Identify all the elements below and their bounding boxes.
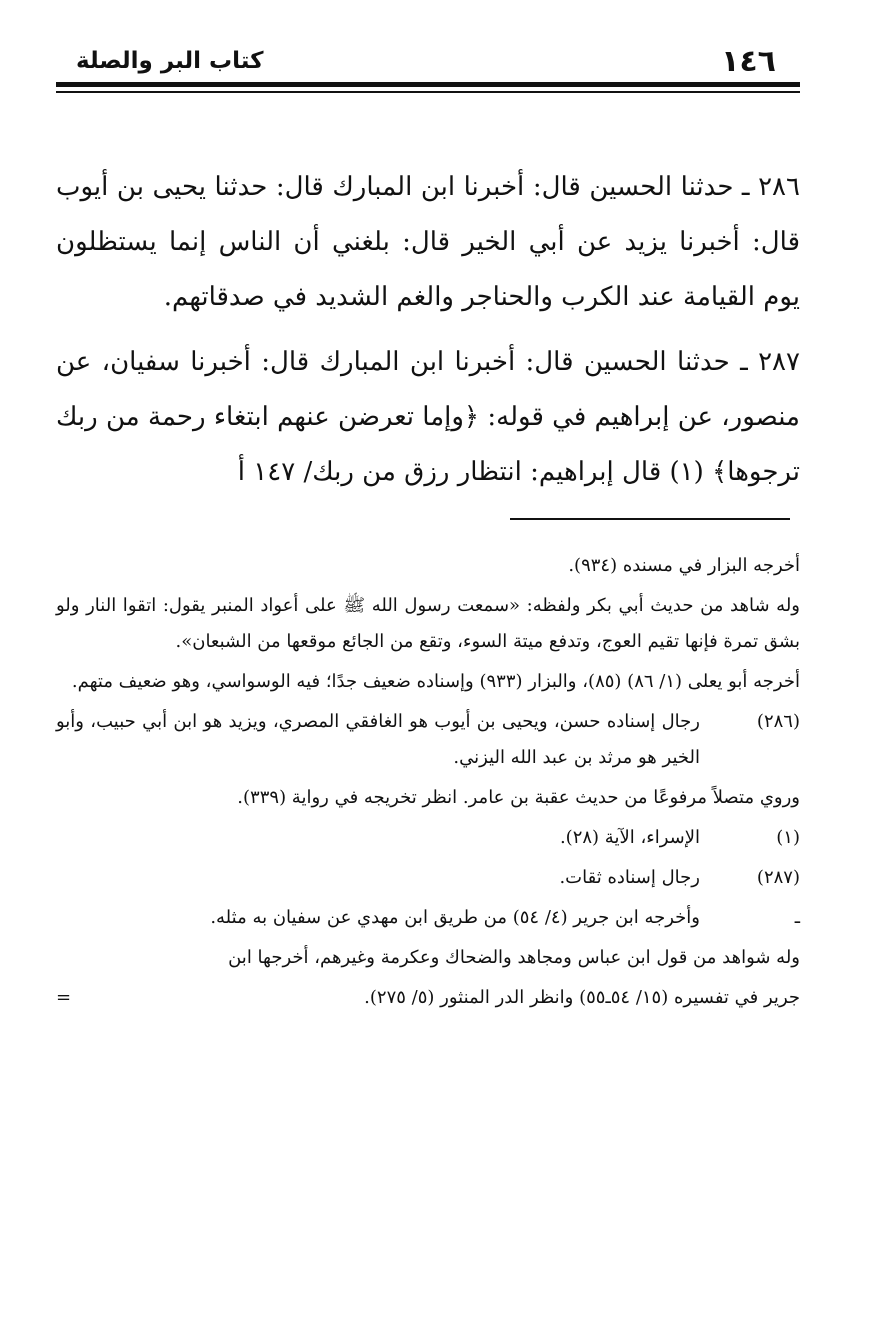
continuation-mark: = — [56, 987, 72, 1008]
footnote-286 — [56, 704, 800, 776]
running-header — [56, 38, 800, 80]
hadith-286: ٢٨٦ ـ حدثنا الحسين قال: أخبرنا ابن المبارك قال: حدثنا يحيى بن أيوب قال: أخبرنا يزيد عن أبي الخير قال: بلغني أن الناس إنما يستظلون يوم القيامة عند الكرب والحناجر والغم الشديد في صدقاتهم. — [56, 172, 800, 312]
footnote-286-extra: وروي متصلاً مرفوعًا من حديث عقبة بن عامر. انظر تخريجه في رواية (٣٣٩). — [237, 787, 800, 808]
footnote-1-text: الإسراء، الآية (٢٨). — [559, 827, 700, 848]
footnote-287 — [56, 860, 800, 896]
footnote-286-marker: (٢٨٦) — [756, 711, 800, 732]
book-title: كتاب البر والصلة — [76, 48, 264, 74]
footnote-separator — [510, 518, 790, 520]
main-text — [56, 160, 800, 510]
footnote-287-text: رجال إسناده ثقات. — [559, 867, 700, 888]
footnote-1-marker: (١) — [776, 827, 800, 848]
footnote-witnesses-line2: جرير في تفسيره (١٥/ ٥٤ـ٥٥) وانظر الدر المنثور (٥/ ٢٧٥). — [364, 987, 800, 1008]
footnotes — [56, 548, 800, 1016]
footnote-ibn-jarir — [56, 900, 800, 936]
footnote-witness: وله شاهد من حديث أبي بكر ولفظه: «سمعت رسول الله ﷺ على أعواد المنبر يقول: اتقوا النار ولو بشق تمرة فإنها تقيم العوج، وتدفع ميتة السوء، وتقع من الجائع موقعها من الشبعان». — [56, 595, 800, 652]
footnote-1 — [56, 820, 800, 856]
footnote-abu-yala: أخرجه أبو يعلى (١/ ٨٦) (٨٥)، والبزار (٩٣٣) وإسناده ضعيف جدًا؛ فيه الوسواسي، وهو ضعيف متهم. — [71, 671, 800, 692]
page-number: ١٤٦ — [721, 44, 776, 79]
header-rule-thin — [56, 91, 800, 93]
footnote-dash-marker: ـ — [794, 907, 800, 928]
hadith-287: ٢٨٧ ـ حدثنا الحسين قال: أخبرنا ابن المبارك قال: أخبرنا سفيان، عن منصور، عن إبراهيم في قوله: ﴿وإما تعرضن عنهم ابتغاء رحمة من ربك ترجوها﴾ (١) قال إبراهيم: انتظار رزق من ربك/ ١٤٧ أ — [56, 347, 800, 487]
footnote-287-marker: (٢٨٧) — [756, 867, 800, 888]
footnote-286-text: رجال إسناده حسن، ويحيى بن أيوب هو الغافقي المصري، ويزيد هو ابن أبي حبيب، وأبو الخير هو مرثد بن عبد الله اليزني. — [56, 711, 700, 768]
footnote-ibn-jarir-text: وأخرجه ابن جرير (٤/ ٥٤) من طريق ابن مهدي عن سفيان به مثله. — [210, 907, 700, 928]
footnote-bazzar: أخرجه البزار في مسنده (٩٣٤). — [568, 555, 800, 576]
footnote-witnesses-line1: وله شواهد من قول ابن عباس ومجاهد والضحاك وعكرمة وغيرهم، أخرجها ابن — [228, 947, 800, 968]
header-rule-thick — [56, 82, 800, 87]
footnote-witnesses-line2-row — [56, 980, 800, 1016]
